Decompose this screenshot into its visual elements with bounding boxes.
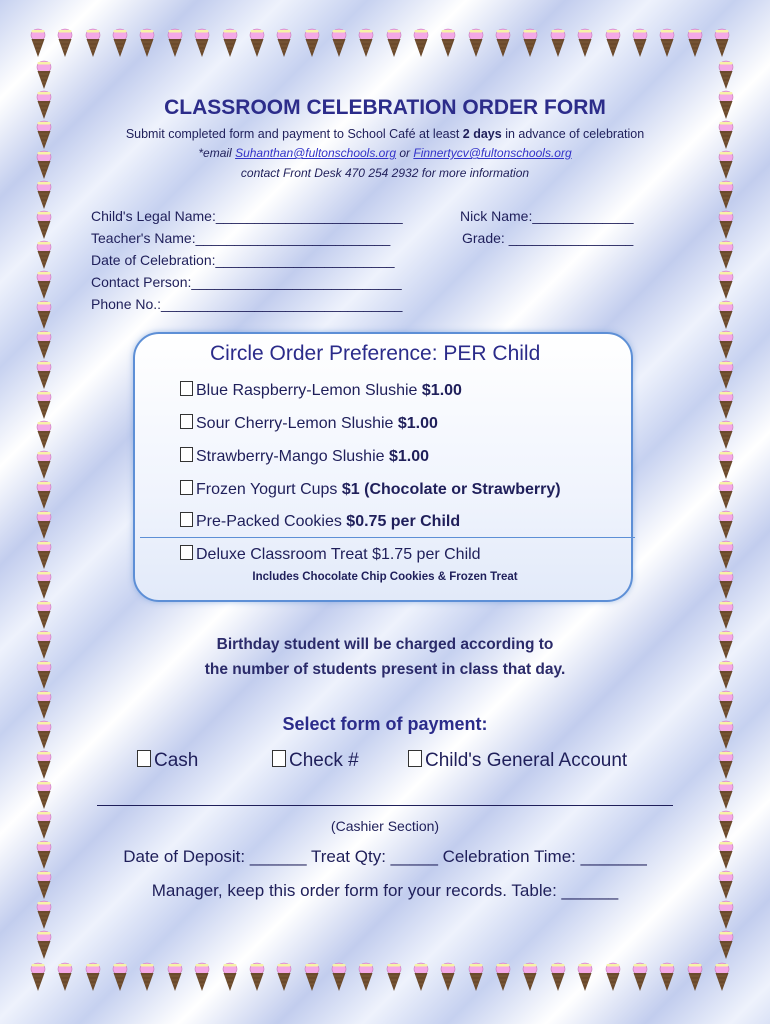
ice-cream-cone-icon <box>112 28 128 58</box>
ice-cream-cone-icon <box>57 962 73 992</box>
checkbox-icon[interactable] <box>137 750 151 767</box>
submit-days: 2 days <box>462 127 502 141</box>
submit-text-pre: Submit completed form and payment to School Café at least <box>125 127 463 141</box>
ice-cream-cone-icon <box>304 28 320 58</box>
ice-cream-cone-icon <box>413 962 429 992</box>
option-blue-raspberry[interactable] <box>180 381 462 400</box>
ice-cream-cone-icon <box>331 962 347 992</box>
email-label: *email <box>198 146 236 160</box>
ice-cream-cone-icon <box>222 962 238 992</box>
ice-cream-cone-icon <box>36 420 52 450</box>
option-label: Pre-Packed Cookies <box>196 513 347 530</box>
ice-cream-cone-icon <box>386 28 402 58</box>
payment-title: Select form of payment: <box>282 714 488 734</box>
signature-line <box>97 805 673 806</box>
ice-cream-cone-icon <box>605 28 621 58</box>
ice-cream-cone-icon <box>718 600 734 630</box>
ice-cream-cone-icon <box>718 270 734 300</box>
ice-cream-cone-icon <box>718 300 734 330</box>
ice-cream-cone-icon <box>659 28 675 58</box>
ice-cream-cone-icon <box>276 962 292 992</box>
checkbox-icon[interactable] <box>180 480 193 495</box>
ice-cream-cone-icon <box>687 28 703 58</box>
ice-cream-cone-icon <box>57 28 73 58</box>
ice-cream-cone-icon <box>522 28 538 58</box>
decorative-border-bottom <box>30 962 730 992</box>
ice-cream-cone-icon <box>714 28 730 58</box>
option-label: Strawberry-Mango Slushie <box>196 448 389 465</box>
ice-cream-cone-icon <box>632 962 648 992</box>
ice-cream-cone-icon <box>30 28 46 58</box>
option-deluxe-treat[interactable] <box>180 545 481 564</box>
option-divider <box>140 537 635 538</box>
ice-cream-cone-icon <box>718 330 734 360</box>
ice-cream-cone-icon <box>358 962 374 992</box>
deposit-line[interactable]: Date of Deposit: ______ Treat Qty: _____ Celebration Time: _______ <box>123 847 647 866</box>
ice-cream-cone-icon <box>36 900 52 930</box>
checkbox-icon[interactable] <box>180 414 193 429</box>
ice-cream-cone-icon <box>632 28 648 58</box>
ice-cream-cone-icon <box>718 450 734 480</box>
email-line <box>0 146 770 160</box>
ice-cream-cone-icon <box>718 390 734 420</box>
ice-cream-cone-icon <box>358 28 374 58</box>
checkbox-icon[interactable] <box>408 750 422 767</box>
ice-cream-cone-icon <box>718 900 734 930</box>
childs-name-field[interactable]: Child's Legal Name:________________________ <box>91 208 403 224</box>
option-label: Frozen Yogurt Cups <box>196 481 342 498</box>
ice-cream-cone-icon <box>718 480 734 510</box>
ice-cream-cone-icon <box>718 60 734 90</box>
option-sour-cherry[interactable] <box>180 414 438 433</box>
submit-text-post: in advance of celebration <box>501 127 645 141</box>
ice-cream-cone-icon <box>331 28 347 58</box>
ice-cream-cone-icon <box>36 780 52 810</box>
ice-cream-cone-icon <box>167 962 183 992</box>
checkbox-icon[interactable] <box>180 447 193 462</box>
birthday-note-line2: the number of students present in class that day. <box>204 661 566 678</box>
option-price: $1.00 <box>388 448 430 465</box>
option-cookies[interactable] <box>180 512 460 531</box>
decorative-border-top <box>30 28 730 58</box>
checkbox-icon[interactable] <box>180 512 193 527</box>
ice-cream-cone-icon <box>550 28 566 58</box>
birthday-note-line1: Birthday student will be charged according to <box>216 636 554 653</box>
manager-note: Manager, keep this order form for your records. Table: ______ <box>151 881 619 900</box>
ice-cream-cone-icon <box>194 28 210 58</box>
option-price: $1.00 <box>421 382 462 399</box>
ice-cream-cone-icon <box>718 240 734 270</box>
ice-cream-cone-icon <box>36 600 52 630</box>
ice-cream-cone-icon <box>522 962 538 992</box>
order-preference-title: Circle Order Preference: PER Child <box>210 342 541 365</box>
teachers-name-field[interactable]: Teacher's Name:_________________________ <box>91 230 391 246</box>
ice-cream-cone-icon <box>30 962 46 992</box>
payment-check-label: Check # <box>289 750 359 771</box>
ice-cream-cone-icon <box>36 390 52 420</box>
ice-cream-cone-icon <box>139 28 155 58</box>
ice-cream-cone-icon <box>304 962 320 992</box>
ice-cream-cone-icon <box>276 28 292 58</box>
nick-name-field[interactable]: Nick Name:_____________ <box>460 208 634 224</box>
ice-cream-cone-icon <box>194 962 210 992</box>
ice-cream-cone-icon <box>167 28 183 58</box>
ice-cream-cone-icon <box>386 962 402 992</box>
checkbox-icon[interactable] <box>272 750 286 767</box>
ice-cream-cone-icon <box>577 28 593 58</box>
option-price: $1.00 <box>397 415 438 432</box>
payment-general-account[interactable] <box>408 750 627 772</box>
ice-cream-cone-icon <box>249 28 265 58</box>
ice-cream-cone-icon <box>718 180 734 210</box>
ice-cream-cone-icon <box>468 962 484 992</box>
option-price: $1 (Chocolate or Strawberry) <box>341 481 561 498</box>
ice-cream-cone-icon <box>440 28 456 58</box>
ice-cream-cone-icon <box>605 962 621 992</box>
ice-cream-cone-icon <box>36 180 52 210</box>
ice-cream-cone-icon <box>718 930 734 960</box>
ice-cream-cone-icon <box>718 420 734 450</box>
ice-cream-cone-icon <box>112 962 128 992</box>
checkbox-icon[interactable] <box>180 381 193 396</box>
payment-cash[interactable] <box>137 750 198 772</box>
ice-cream-cone-icon <box>718 360 734 390</box>
ice-cream-cone-icon <box>687 962 703 992</box>
phone-field[interactable]: Phone No.:_______________________________ <box>91 296 403 312</box>
ice-cream-cone-icon <box>36 480 52 510</box>
payment-cash-label: Cash <box>154 750 199 771</box>
payment-account-label: Child's General Account <box>425 750 628 771</box>
ice-cream-cone-icon <box>36 450 52 480</box>
option-strawberry-mango[interactable] <box>180 447 429 466</box>
option-label: Deluxe Classroom Treat $1.75 per Child <box>196 546 481 563</box>
contact-person-field[interactable]: Contact Person:___________________________ <box>91 274 402 290</box>
ice-cream-cone-icon <box>36 540 52 570</box>
ice-cream-cone-icon <box>718 750 734 780</box>
payment-check[interactable] <box>272 750 359 772</box>
option-label: Blue Raspberry-Lemon Slushie <box>196 382 422 399</box>
ice-cream-cone-icon <box>659 962 675 992</box>
ice-cream-cone-icon <box>85 962 101 992</box>
ice-cream-cone-icon <box>36 240 52 270</box>
ice-cream-cone-icon <box>36 360 52 390</box>
ice-cream-cone-icon <box>714 962 730 992</box>
ice-cream-cone-icon <box>468 28 484 58</box>
ice-cream-cone-icon <box>85 28 101 58</box>
option-price: $0.75 per Child <box>346 513 461 530</box>
ice-cream-cone-icon <box>249 962 265 992</box>
ice-cream-cone-icon <box>495 962 511 992</box>
celebration-date-field[interactable]: Date of Celebration:_______________________ <box>91 252 395 268</box>
option-label: Sour Cherry-Lemon Slushie <box>196 415 398 432</box>
ice-cream-cone-icon <box>36 270 52 300</box>
ice-cream-cone-icon <box>718 780 734 810</box>
option-frozen-yogurt[interactable] <box>180 480 561 499</box>
ice-cream-cone-icon <box>36 510 52 540</box>
ice-cream-cone-icon <box>222 28 238 58</box>
ice-cream-cone-icon <box>36 60 52 90</box>
email-link-1[interactable]: Suhanthan@fultonschools.org <box>235 146 397 160</box>
ice-cream-cone-icon <box>36 930 52 960</box>
ice-cream-cone-icon <box>36 330 52 360</box>
ice-cream-cone-icon <box>36 210 52 240</box>
deluxe-note: Includes Chocolate Chip Cookies & Frozen Treat <box>252 571 518 583</box>
ice-cream-cone-icon <box>718 540 734 570</box>
email-link-2[interactable]: Finnertycv@fultonschools.org <box>413 146 572 160</box>
contact-line: contact Front Desk 470 254 2932 for more information <box>240 166 530 180</box>
grade-field[interactable]: Grade: ________________ <box>462 230 634 246</box>
ice-cream-cone-icon <box>139 962 155 992</box>
ice-cream-cone-icon <box>36 750 52 780</box>
form-title: CLASSROOM CELEBRATION ORDER FORM <box>164 96 606 119</box>
cashier-section-label: (Cashier Section) <box>330 818 440 834</box>
ice-cream-cone-icon <box>550 962 566 992</box>
checkbox-icon[interactable] <box>180 545 193 560</box>
ice-cream-cone-icon <box>577 962 593 992</box>
ice-cream-cone-icon <box>718 510 734 540</box>
ice-cream-cone-icon <box>718 210 734 240</box>
ice-cream-cone-icon <box>36 300 52 330</box>
email-or: or <box>396 146 414 160</box>
submit-instructions <box>0 127 770 141</box>
ice-cream-cone-icon <box>495 28 511 58</box>
ice-cream-cone-icon <box>440 962 456 992</box>
ice-cream-cone-icon <box>413 28 429 58</box>
